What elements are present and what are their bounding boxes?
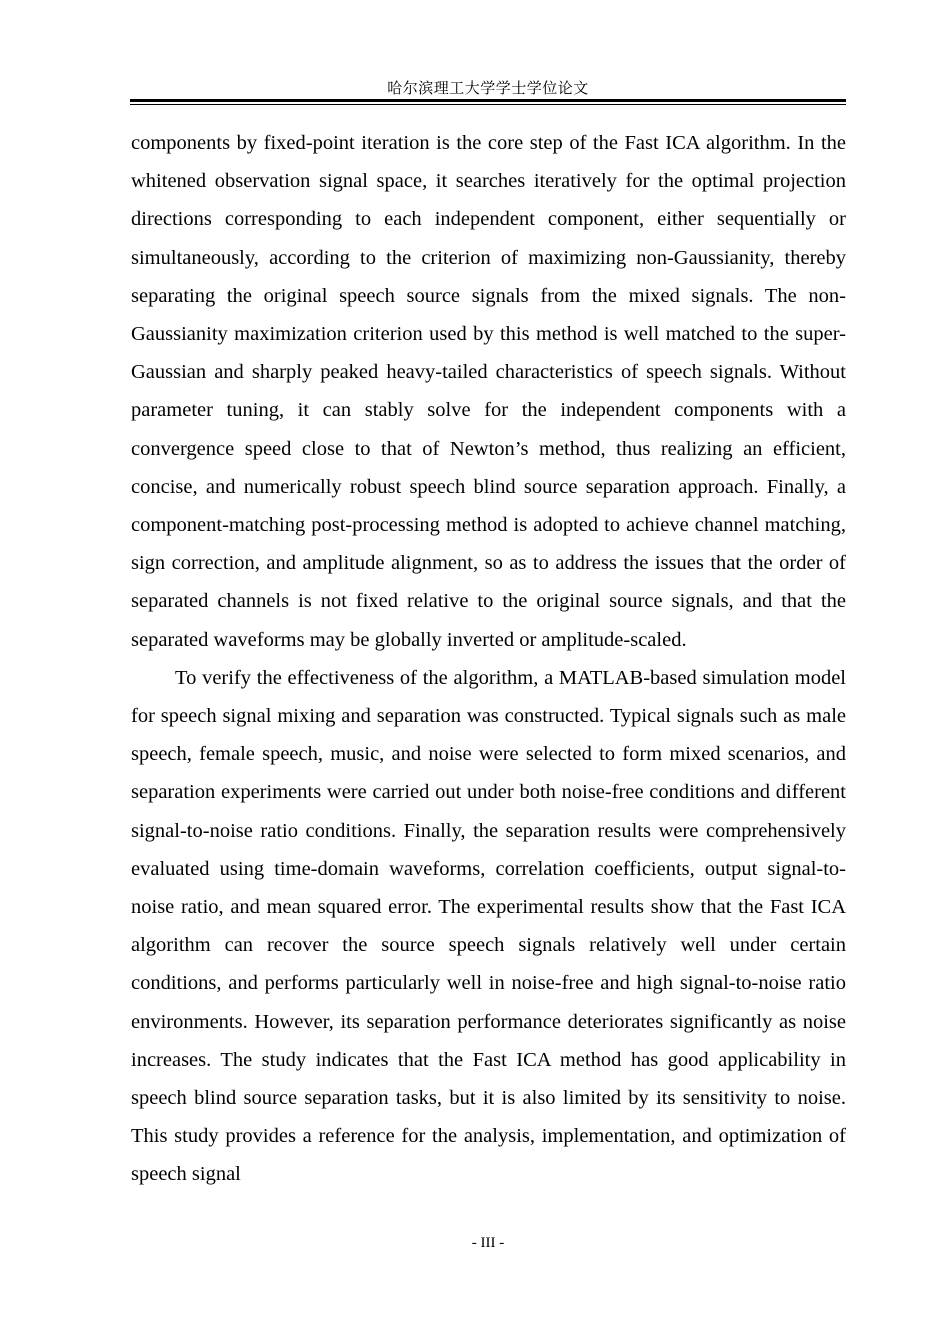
header-rule-thick — [130, 99, 846, 102]
running-header: 哈尔滨理工大学学士学位论文 — [387, 79, 589, 97]
page-number: - III - — [471, 1235, 505, 1251]
paragraph-continued: components by fixed-point iteration is the core step of the Fast ICA algorithm. In the whitened observation signal space, it searches iteratively for the optimal projection directions corresponding to each independent component, either sequentially or simultaneously, according to the criterion of maximizing non-Gaussianity, thereby separating the original speech source signals from the mixed signals. The non-Gaussianity maximization criterion used by this method is well matched to the super-Gaussian and sharply peaked heavy-tailed characteristics of speech signals. Without parameter tuning, it can stably solve for the independent components with a convergence speed close to that of Newton’s method, thus realizing an efficient, concise, and numerically robust speech blind source separation approach. Finally, a component-matching post-processing method is adopted to achieve channel matching, sign correction, and amplitude alignment, so as to address the issues that the order of separated channels is not fixed relative to the original source signals, and that the separated waveforms may be globally inverted or amplitude-scaled. — [131, 132, 846, 651]
header-rule-thin — [130, 104, 846, 105]
abstract-body — [131, 124, 846, 1194]
paragraph-verification: To verify the effectiveness of the algorithm, a MATLAB-based simulation model for speech signal mixing and separation was constructed. Typical signals such as male speech, female speech, music, and noise were selected to form mixed scenarios, and separation experiments were carried out under both noise-free conditions and different signal-to-noise ratio conditions. Finally, the separation results were comprehensively evaluated using time-domain waveforms, correlation coefficients, output signal-to-noise ratio, and mean squared error. The experimental results show that the Fast ICA algorithm can recover the source speech signals relatively well under certain conditions, and performs particularly well in noise-free and high signal-to-noise ratio environments. However, its separation performance deteriorates significantly as noise increases. The study indicates that the Fast ICA method has good applicability in speech blind source separation tasks, but it is also limited by its sensitivity to noise. This study provides a reference for the analysis, implementation, and optimization of speech signal — [131, 666, 846, 1186]
